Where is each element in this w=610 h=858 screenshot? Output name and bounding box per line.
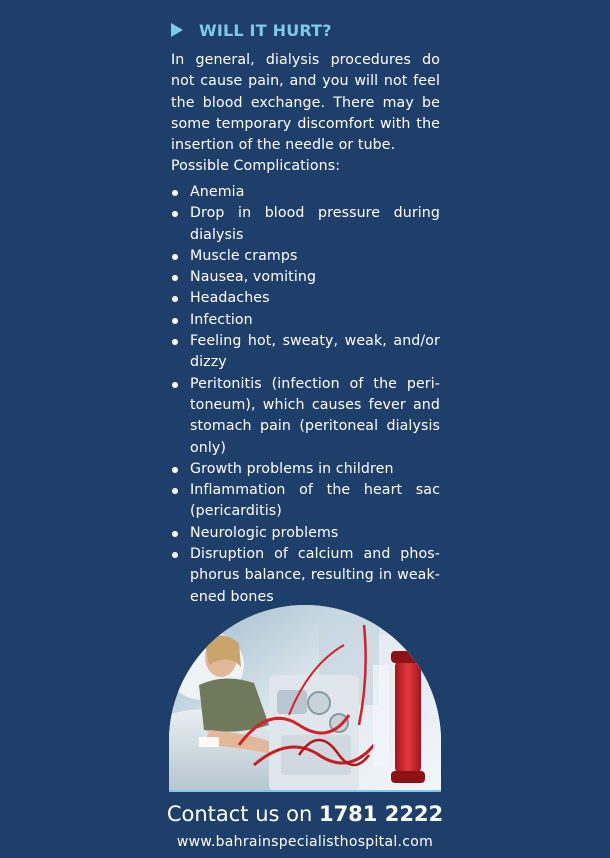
complications-list: [171, 182, 440, 608]
bullet-icon: [172, 531, 178, 537]
list-item: Peritonitis (infection of the peri-toneum), which causes fever and stomach pain (peritoneal dialysis only): [171, 374, 440, 459]
complications-label: Possible Complications:: [171, 158, 341, 175]
dialysis-scene-illustration: [169, 605, 441, 791]
list-item: Drop in blood pressure during dialysis: [171, 203, 440, 246]
bullet-icon: [172, 318, 178, 324]
list-item: Anemia: [171, 182, 440, 203]
divider-line: [169, 790, 441, 792]
list-item: Disruption of calcium and phos-phorus balance, resulting in weak-ened bones: [171, 544, 440, 608]
website-url: www.bahrainspecialisthospital.com: [176, 834, 434, 850]
list-item: Nausea, vomiting: [171, 267, 440, 288]
list-item: Growth problems in children: [171, 459, 440, 480]
bullet-icon: [172, 382, 178, 388]
bullet-icon: [172, 296, 178, 302]
bullet-icon: [172, 190, 178, 196]
intro-paragraph: In general, dialysis procedures do not cause pain, and you will not feel the blood exchange. There may be some temporary discomfort with the insertion of the needle or tube.: [171, 52, 440, 154]
triangle-arrow-icon: [171, 23, 183, 37]
list-item: Inflammation of the heart sac (pericarditis): [171, 480, 440, 523]
list-item: Muscle cramps: [171, 246, 440, 267]
section-heading: [171, 19, 332, 41]
bullet-icon: [172, 552, 178, 558]
dialysis-photo: [169, 605, 441, 791]
bullet-icon: [172, 488, 178, 494]
list-item: Neurologic problems: [171, 523, 440, 544]
contact-line: [0, 799, 610, 829]
list-item: Feeling hot, sweaty, weak, and/or dizzy: [171, 331, 440, 374]
intro-text: [171, 50, 440, 178]
list-item: Infection: [171, 310, 440, 331]
heading-text: WILL IT HURT?: [199, 20, 332, 40]
list-item: Headaches: [171, 288, 440, 309]
bullet-icon: [172, 467, 178, 473]
phone-number: 1781 2222: [318, 802, 444, 826]
bullet-icon: [172, 211, 178, 217]
bullet-icon: [172, 275, 178, 281]
contact-prefix: Contact us on: [166, 802, 319, 826]
bullet-icon: [172, 339, 178, 345]
bullet-icon: [172, 254, 178, 260]
